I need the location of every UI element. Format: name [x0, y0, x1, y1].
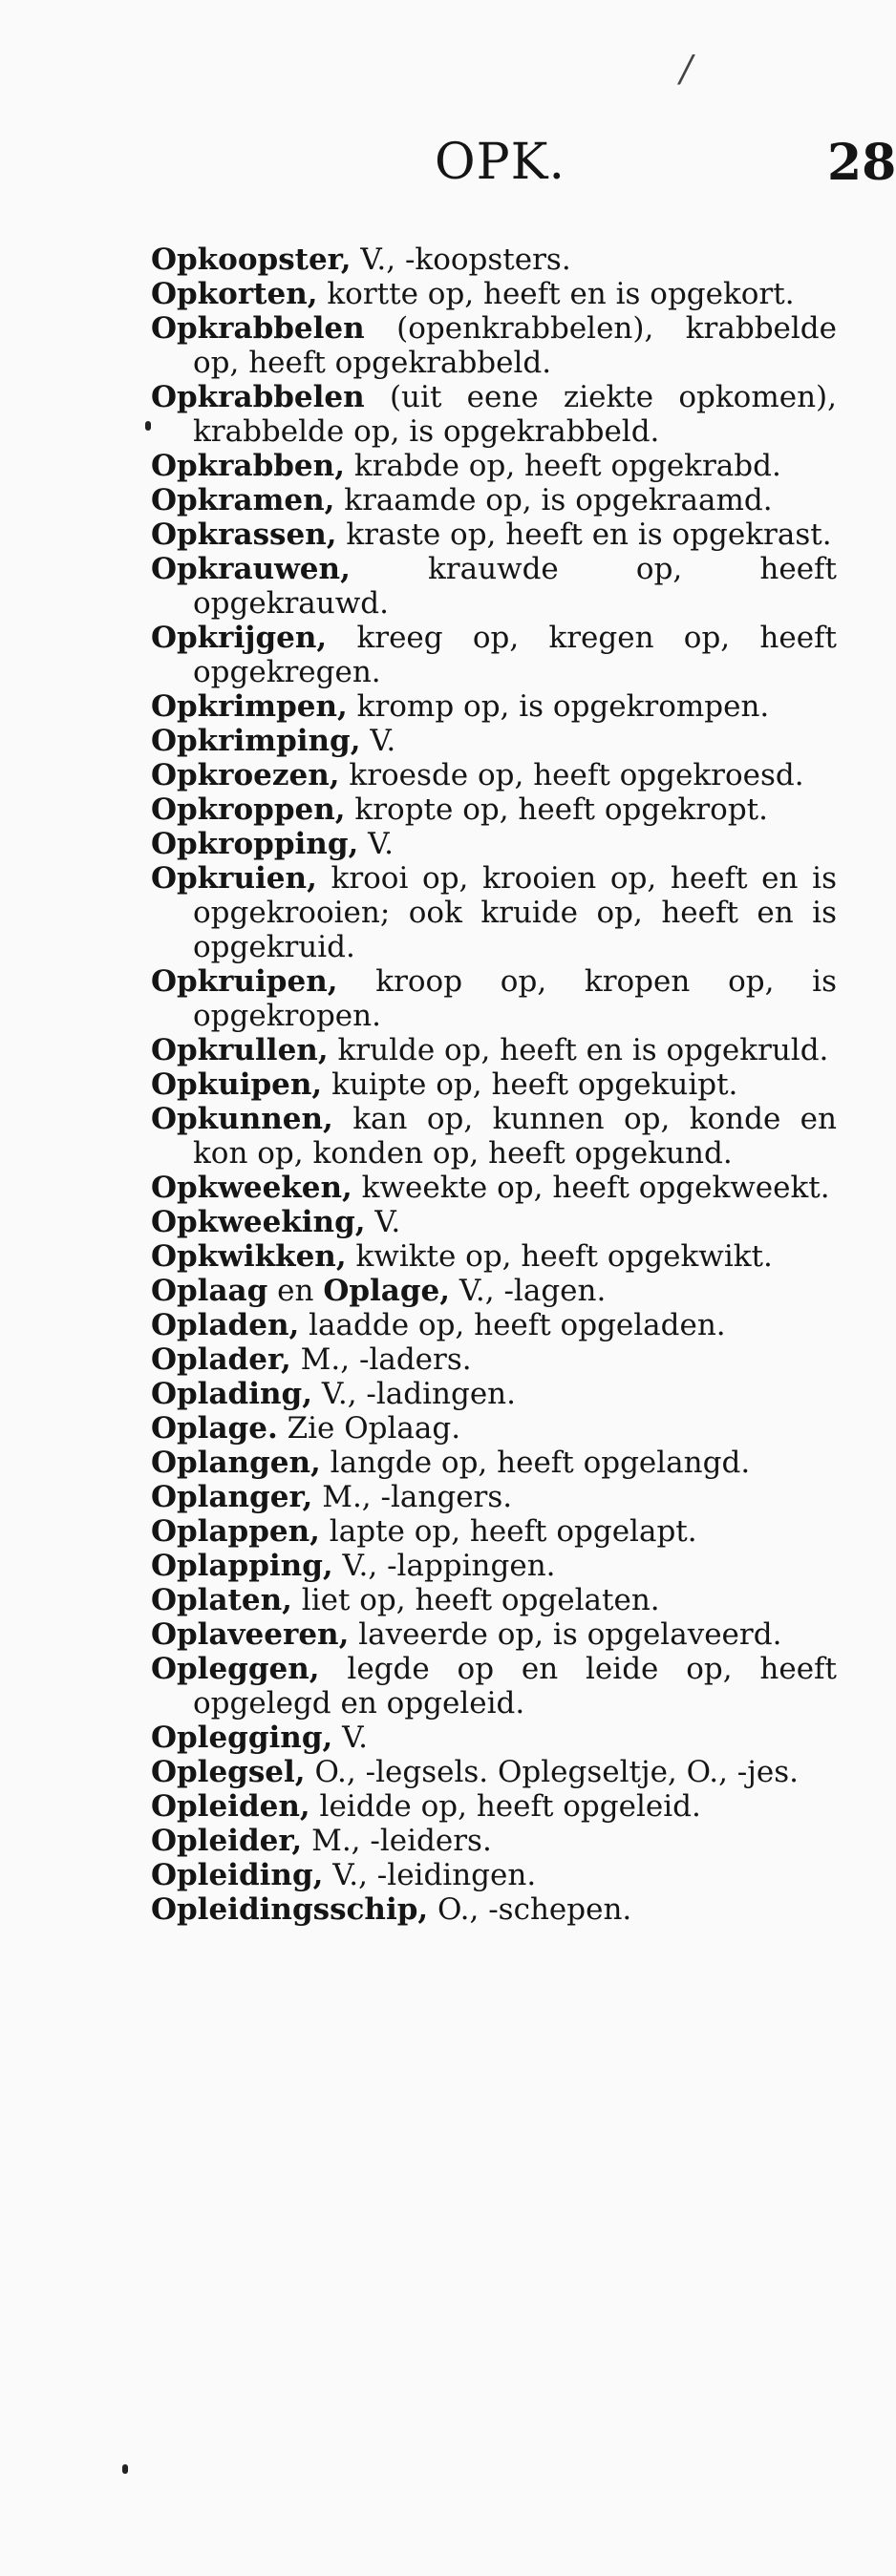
dictionary-entry — [151, 1514, 837, 1549]
dictionary-entry — [151, 1617, 837, 1652]
entry-definition: langde op, heeft opgelangd. — [320, 1446, 751, 1480]
dictionary-entry — [151, 1102, 837, 1171]
entry-headword: Oplage. — [151, 1411, 278, 1446]
entry-headword: Oplapping, — [151, 1549, 333, 1583]
ink-speck — [145, 421, 151, 431]
entry-definition: O., -legsels. Oplegseltje, O., -jes. — [305, 1755, 799, 1789]
entry-definition: (openkrabbelen), krabbelde op, heeft opgekrabbeld. — [193, 311, 837, 380]
entry-headword: Opkweeken, — [151, 1171, 352, 1205]
entry-definition: krabde op, heeft opgekrabd. — [344, 449, 781, 483]
entry-headword: Opkrimpen, — [151, 689, 348, 724]
entry-headword: Opkroezen, — [151, 758, 340, 792]
entry-definition: kropte op, heeft opgekropt. — [345, 792, 768, 827]
entry-definition: O., -schepen. — [428, 1892, 632, 1927]
entry-definition: kreeg op, kregen op, heeft opgekregen. — [193, 621, 837, 689]
entry-headword: Opkunnen, — [151, 1102, 333, 1136]
dictionary-entry — [151, 1824, 837, 1858]
dictionary-entry — [151, 1446, 837, 1480]
dictionary-entry — [151, 724, 837, 758]
dictionary-entry — [151, 243, 837, 277]
entry-headword: Opkruien, — [151, 861, 317, 896]
entry-definition: M., -leiders. — [302, 1824, 492, 1858]
entry-headword: Oplaveeren, — [151, 1617, 350, 1652]
entry-definition: liet op, heeft opgelaten. — [291, 1583, 660, 1617]
entry-headword: Opleider, — [151, 1824, 303, 1858]
entry-headword: Opkroppen, — [151, 792, 346, 827]
entry-definition: Zie Oplaag. — [277, 1411, 461, 1446]
entry-definition: laveerde op, is opgelaveerd. — [349, 1617, 782, 1652]
entry-headword: Opleidingsschip, — [151, 1892, 429, 1927]
entry-headword: Opkuipen, — [151, 1067, 323, 1102]
dictionary-entry — [151, 1308, 837, 1342]
dictionary-entry — [151, 1721, 837, 1755]
dictionary-entry — [151, 1205, 837, 1239]
dictionary-entry — [151, 1033, 837, 1067]
page-number: 28 — [827, 134, 896, 192]
dictionary-entry — [151, 1789, 837, 1824]
dictionary-entry — [151, 1892, 837, 1927]
entry-definition: krauwde op, heeft opgekrauwd. — [193, 552, 837, 621]
entry-headword: Opladen, — [151, 1308, 300, 1342]
entry-definition: kweekte op, heeft opgekweekt. — [352, 1171, 830, 1205]
entry-headword: Opkrabben, — [151, 449, 345, 483]
entry-definition: V. — [360, 724, 396, 758]
dictionary-entry — [151, 1549, 837, 1583]
entry-definition: V., -lagen. — [450, 1274, 607, 1308]
entry-definition: kan op, kunnen op, konde en kon op, konden op, heeft opgekund. — [193, 1102, 837, 1171]
entry-definition: V., -leidingen. — [323, 1858, 537, 1892]
entry-definition: M., -langers. — [312, 1480, 513, 1514]
entry-headword: Opkrullen, — [151, 1033, 329, 1067]
entry-headword: Oplaag — [151, 1274, 268, 1308]
dictionary-entry — [151, 380, 837, 449]
dictionary-entry — [151, 311, 837, 380]
entry-definition: lapte op, heeft opgelapt. — [319, 1514, 697, 1549]
entry-headword: Opkrimping, — [151, 724, 361, 758]
entry-headword: Oplegging, — [151, 1721, 333, 1755]
dictionary-entry — [151, 1239, 837, 1274]
dictionary-entry — [151, 1755, 837, 1789]
entry-headword: Opkropping, — [151, 827, 359, 861]
entry-definition: kraamde op, is opgekraamd. — [334, 483, 773, 517]
dictionary-entry — [151, 1274, 837, 1308]
entry-headword: Oplading, — [151, 1377, 313, 1411]
entry-headword: Opkruipen, — [151, 964, 338, 999]
entry-headword: Opkweeking, — [151, 1205, 366, 1239]
entry-definition: kraste op, heeft en is opgekrast. — [336, 517, 832, 552]
entry-definition: V. — [365, 1205, 401, 1239]
entry-headword: Oplegsel, — [151, 1755, 306, 1789]
dictionary-entry — [151, 1067, 837, 1102]
entry-definition: kromp op, is opgekrompen. — [347, 689, 770, 724]
entry-headword: Opkrauwen, — [151, 552, 351, 586]
entry-definition: V. — [332, 1721, 369, 1755]
entry-headword: Opleggen, — [151, 1652, 320, 1686]
dictionary-entry — [151, 552, 837, 621]
page-header-title: OPK. — [435, 134, 565, 191]
entry-headword: Opkrabbelen — [151, 311, 365, 346]
entry-headword: Oplage, — [323, 1274, 451, 1308]
entry-definition: (uit eene ziekte opkomen), krabbelde op, is opgekrabbeld. — [193, 380, 837, 449]
dictionary-entry — [151, 449, 837, 483]
entry-definition: V., -lappingen. — [332, 1549, 556, 1583]
entry-definition: kortte op, heeft en is opgekort. — [317, 277, 795, 311]
ink-speck — [122, 2464, 128, 2474]
entry-definition: kroop op, kropen op, is opgekropen. — [193, 964, 837, 1033]
dictionary-entry — [151, 517, 837, 552]
entry-headword: Opkrassen, — [151, 517, 337, 552]
entry-headword: Opkramen, — [151, 483, 335, 517]
entry-definition: krooi op, krooien op, heeft en is opgekrooien; ook kruide op, heeft en is opgekruid. — [193, 861, 837, 964]
entry-definition: en — [267, 1274, 324, 1308]
entry-headword: Opleiden, — [151, 1789, 310, 1824]
dictionary-entry — [151, 689, 837, 724]
entry-headword: Oplader, — [151, 1342, 291, 1377]
entry-headword: Oplaten, — [151, 1583, 292, 1617]
dictionary-entry — [151, 1411, 837, 1446]
entry-definition: V. — [358, 827, 394, 861]
dictionary-entries — [151, 243, 837, 1927]
entry-headword: Opkrijgen, — [151, 621, 328, 655]
entry-definition: kroesde op, heeft opgekroesd. — [339, 758, 804, 792]
dictionary-entry — [151, 1342, 837, 1377]
entry-definition: krulde op, heeft en is opgekruld. — [328, 1033, 829, 1067]
dictionary-entry — [151, 621, 837, 689]
entry-definition: legde op en leide op, heeft opgelegd en opgeleid. — [193, 1652, 837, 1721]
entry-definition: kuipte op, heeft opgekuipt. — [322, 1067, 738, 1102]
entry-definition: leidde op, heeft opgeleid. — [309, 1789, 701, 1824]
dictionary-entry — [151, 1377, 837, 1411]
dictionary-entry — [151, 1858, 837, 1892]
dictionary-entry — [151, 861, 837, 964]
dictionary-entry — [151, 1480, 837, 1514]
entry-headword: Opkorten, — [151, 277, 318, 311]
dictionary-entry — [151, 1171, 837, 1205]
entry-definition: kwikte op, heeft opgekwikt. — [346, 1239, 773, 1274]
dictionary-entry — [151, 483, 837, 517]
entry-definition: M., -laders. — [290, 1342, 472, 1377]
entry-headword: Opkwikken, — [151, 1239, 347, 1274]
dictionary-entry — [151, 964, 837, 1033]
entry-headword: Opleiding, — [151, 1858, 324, 1892]
dictionary-entry — [151, 827, 837, 861]
dictionary-entry — [151, 792, 837, 827]
entry-headword: Oplangen, — [151, 1446, 321, 1480]
dictionary-entry — [151, 1583, 837, 1617]
dictionary-entry — [151, 1652, 837, 1721]
dictionary-entry — [151, 277, 837, 311]
pencil-mark: / — [680, 48, 693, 90]
dictionary-entry — [151, 758, 837, 792]
entry-definition: V., -koopsters. — [351, 243, 571, 277]
entry-definition: laadde op, heeft opgeladen. — [299, 1308, 726, 1342]
entry-headword: Oplappen, — [151, 1514, 320, 1549]
entry-definition: V., -ladingen. — [312, 1377, 517, 1411]
entry-headword: Oplanger, — [151, 1480, 313, 1514]
entry-headword: Opkrabbelen — [151, 380, 365, 414]
entry-headword: Opkoopster, — [151, 243, 352, 277]
